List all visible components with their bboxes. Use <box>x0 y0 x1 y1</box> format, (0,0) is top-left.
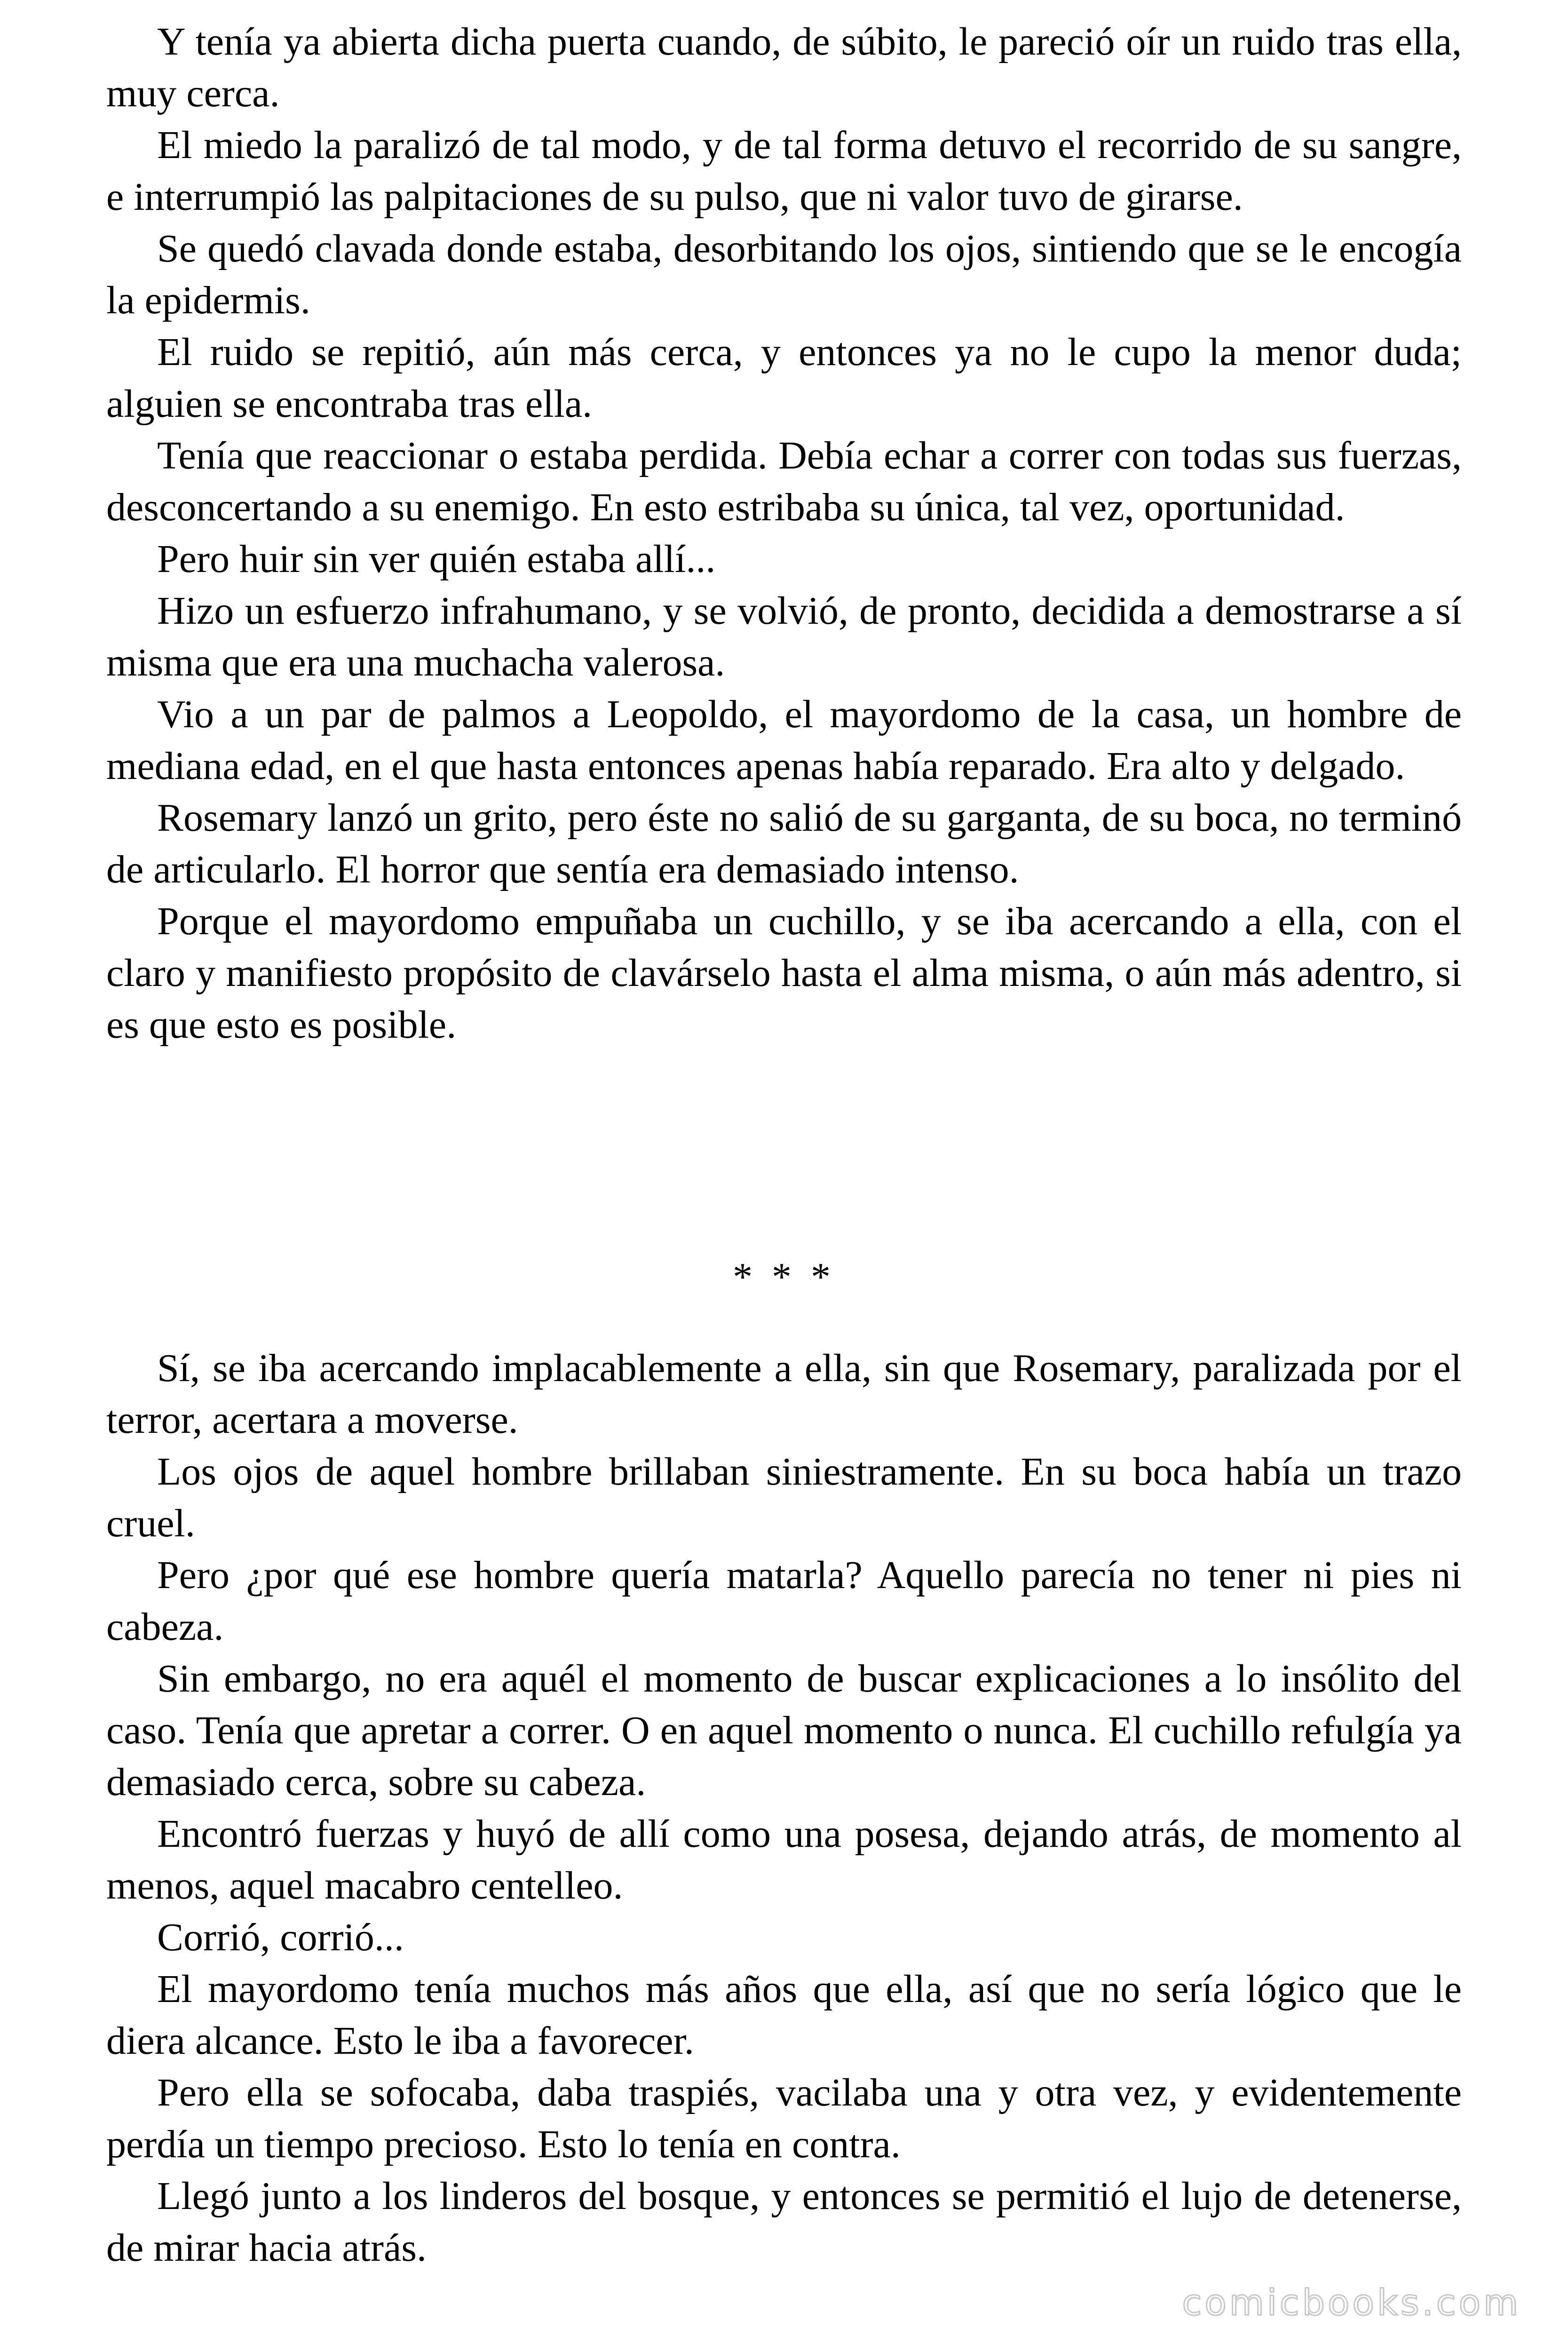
paragraph: Corrió, corrió... <box>157 1915 404 1959</box>
section-separator: * * * <box>733 1255 835 1299</box>
paragraph: Vio a un par de palmos a Leopoldo, el mayordomo de la casa, un hombre de mediana edad, en el que hasta entonces apenas había reparado. Era alto y delgado. <box>106 692 1462 788</box>
paragraph: Pero ¿por qué ese hombre quería matarla? Aquello parecía no tener ni pies ni cabeza. <box>106 1553 1462 1649</box>
paragraph: Encontró fuerzas y huyó de allí como una posesa, dejando atrás, de momento al menos, aquel macabro centelleo. <box>106 1812 1462 1907</box>
paragraph: El miedo la paralizó de tal modo, y de tal forma detuvo el recorrido de su sangre, e interrumpió las palpitaciones de su pulso, que ni valor tuvo de girarse. <box>106 123 1462 219</box>
paragraph: Sin embargo, no era aquél el momento de buscar explicaciones a lo insólito del caso. Tenía que apretar a correr. O en aquel momento o nunca. El cuchillo refulgía ya demasiado cerca, sobre su cabeza. <box>106 1657 1462 1804</box>
paragraph: Y tenía ya abierta dicha puerta cuando, de súbito, le pareció oír un ruido tras ella, muy cerca. <box>106 20 1462 115</box>
paragraph: Tenía que reaccionar o estaba perdida. Debía echar a correr con todas sus fuerzas, desconcertando a su enemigo. En esto estribaba su única, tal vez, oportunidad. <box>106 434 1462 529</box>
watermark: comicbooks.com <box>1182 2281 1521 2323</box>
text-block-top <box>106 16 1462 1051</box>
paragraph: Rosemary lanzó un grito, pero éste no salió de su garganta, de su boca, no terminó de articularlo. El horror que sentía era demasiado intenso. <box>106 796 1462 891</box>
paragraph: Pero huir sin ver quién estaba allí... <box>157 537 716 581</box>
text-block-bottom <box>106 1343 1462 2274</box>
paragraph: El ruido se repitió, aún más cerca, y entonces ya no le cupo la menor duda; alguien se encontraba tras ella. <box>106 330 1462 426</box>
paragraph: Hizo un esfuerzo infrahumano, y se volvió, de pronto, decidida a demostrarse a sí misma que era una muchacha valerosa. <box>106 589 1462 684</box>
paragraph: Sí, se iba acercando implacablemente a ella, sin que Rosemary, paralizada por el terror, acertara a moverse. <box>106 1346 1462 1442</box>
paragraph: El mayordomo tenía muchos más años que ella, así que no sería lógico que le diera alcance. Esto le iba a favorecer. <box>106 1967 1462 2063</box>
paragraph: Los ojos de aquel hombre brillaban siniestramente. En su boca había un trazo cruel. <box>106 1450 1462 1545</box>
paragraph: Llegó junto a los linderos del bosque, y entonces se permitió el lujo de detenerse, de mirar hacia atrás. <box>106 2174 1462 2270</box>
paragraph: Se quedó clavada donde estaba, desorbitando los ojos, sintiendo que se le encogía la epidermis. <box>106 227 1462 322</box>
paragraph: Porque el mayordomo empuñaba un cuchillo, y se iba acercando a ella, con el claro y manifiesto propósito de clavárselo hasta el alma misma, o aún más adentro, si es que esto es posible. <box>106 899 1462 1047</box>
paragraph: Pero ella se sofocaba, daba traspiés, vacilaba una y otra vez, y evidentemente perdía un tiempo precioso. Esto lo tenía en contra. <box>106 2071 1462 2166</box>
